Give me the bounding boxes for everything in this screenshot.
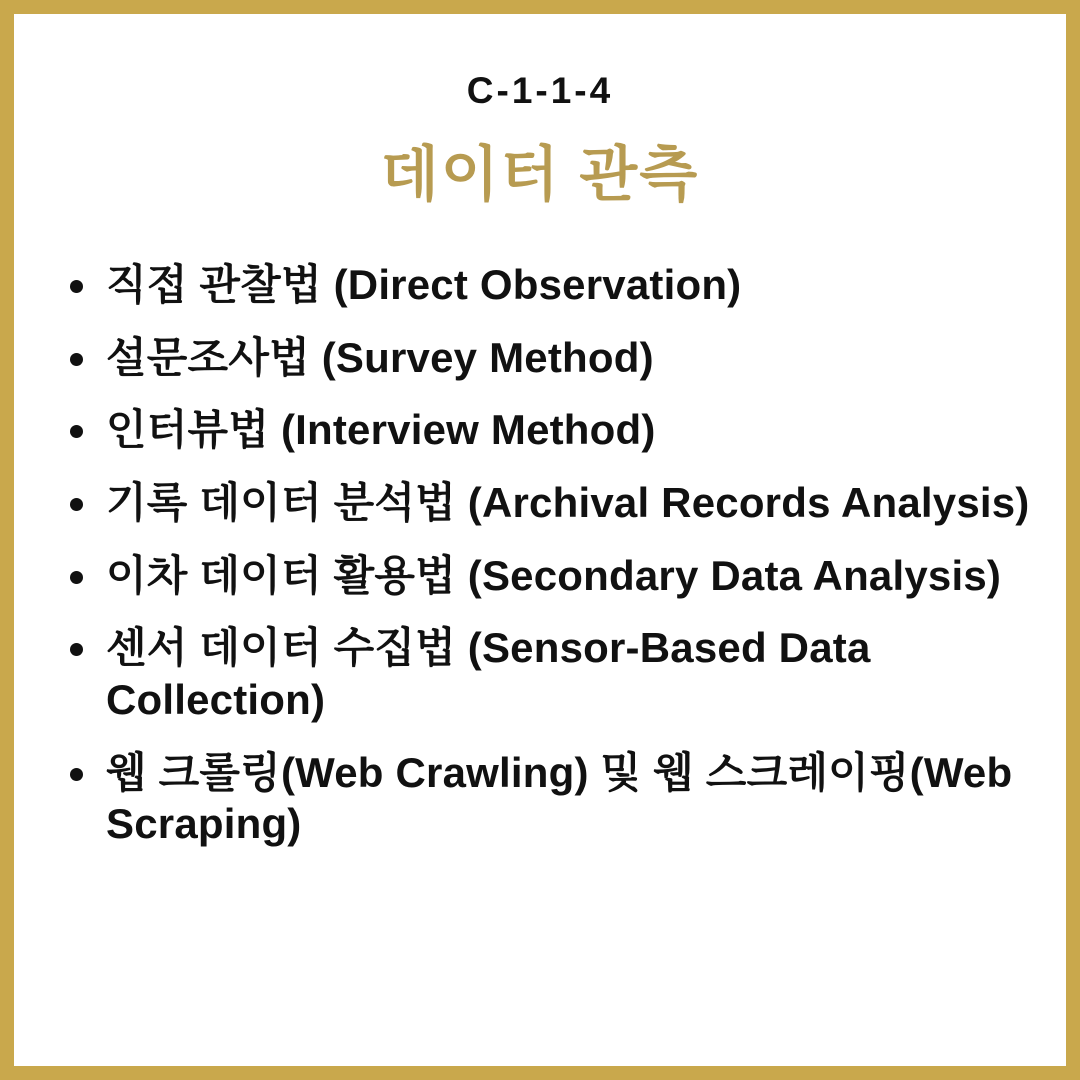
list-item: 인터뷰법 (Interview Method) <box>54 404 1032 456</box>
list-item: 직접 관찰법 (Direct Observation) <box>54 259 1032 311</box>
list-item: 웹 크롤링(Web Crawling) 및 웹 스크레이핑(Web Scraping) <box>54 747 1032 850</box>
slide-content <box>14 14 1066 1066</box>
list-item: 설문조사법 (Survey Method) <box>54 332 1032 384</box>
bullet-list <box>54 259 1032 871</box>
list-item: 기록 데이터 분석법 (Archival Records Analysis) <box>54 477 1032 529</box>
slide-card <box>14 14 1066 1066</box>
slide-eyebrow-code: C-1-1-4 <box>466 70 614 111</box>
list-item: 센서 데이터 수집법 (Sensor-Based Data Collection) <box>54 622 1032 725</box>
list-item: 이차 데이터 활용법 (Secondary Data Analysis) <box>54 550 1032 602</box>
page-title: 데이터 관측 <box>380 141 700 208</box>
